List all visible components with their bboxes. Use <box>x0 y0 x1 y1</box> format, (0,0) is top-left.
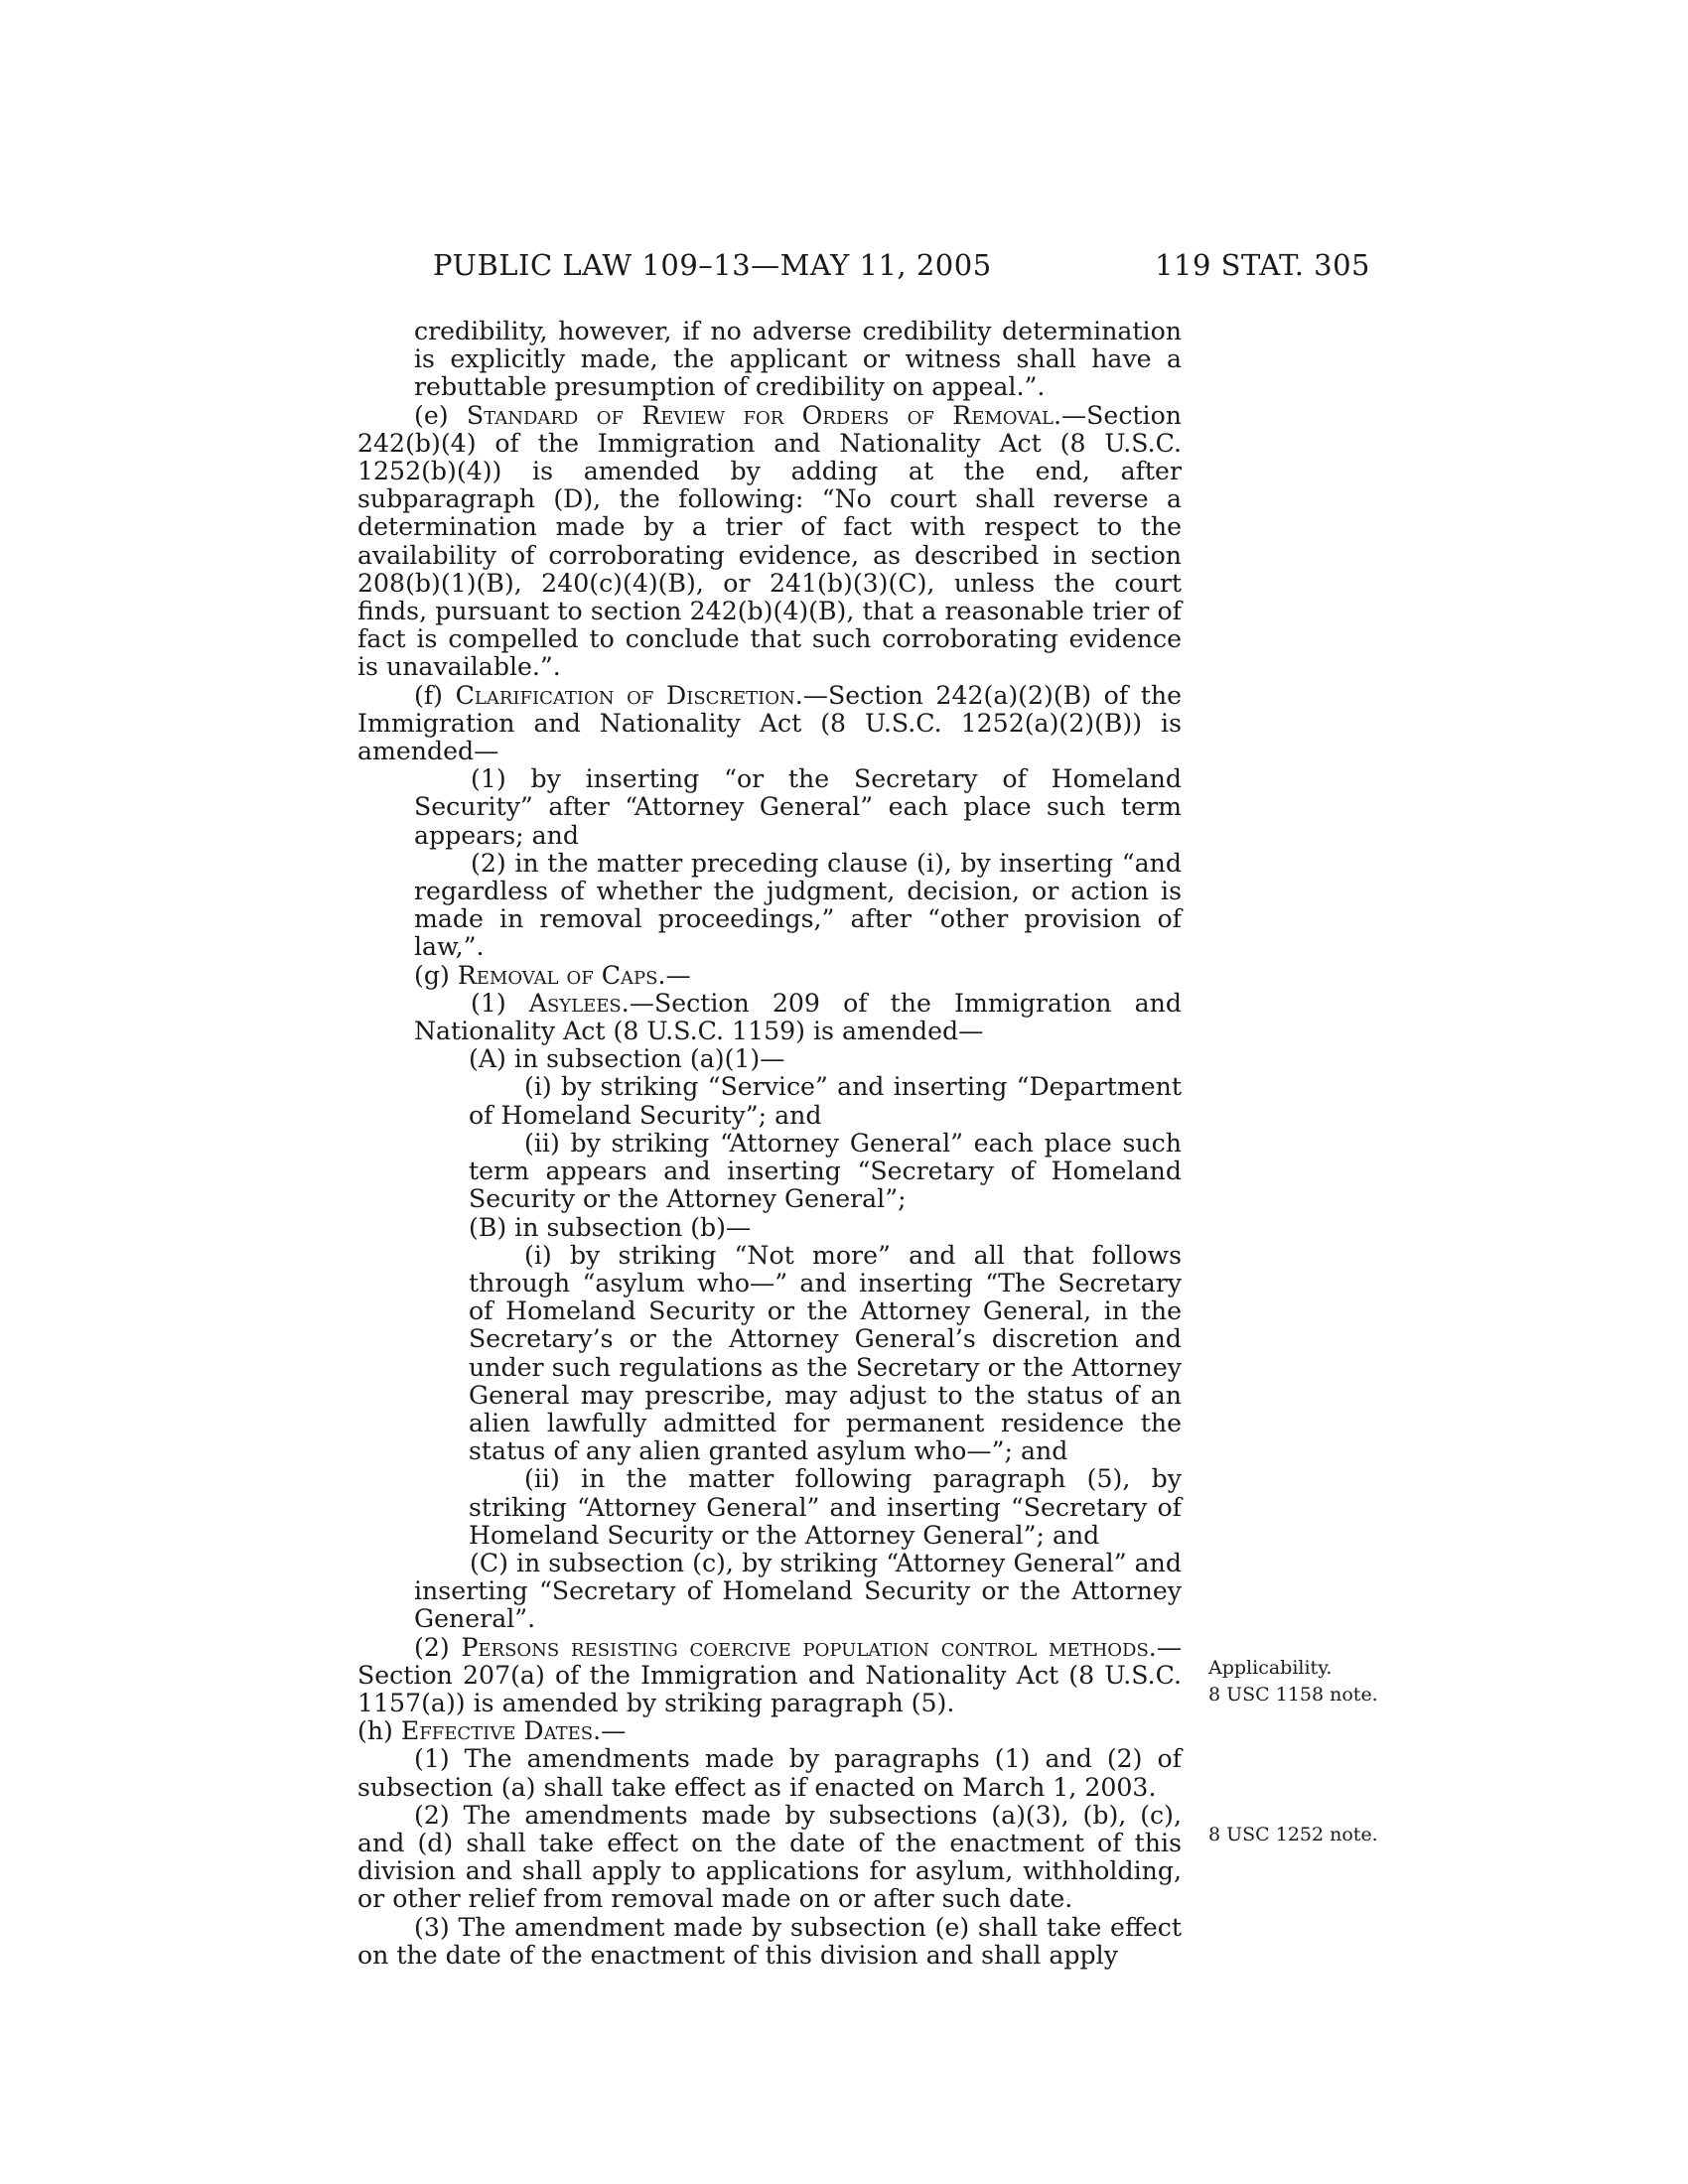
paragraph-h-1: (1) The amendments made by paragraphs (1) and (2) of subsection (a) shall take effect as if enacted on March 1, 2003. <box>357 1744 1182 1802</box>
heading-e: Standard of Review for Orders of Removal. <box>466 400 1061 430</box>
paragraph-g: (g) Removal of Caps.— <box>414 960 691 990</box>
paragraph-h-2: (2) The amendments made by subsections (a)(3), (b), (c), and (d) shall take effect on the date of the enactment of this division and shall apply to applications for asylum, withholding, or other relief from removal made on or after such date. <box>357 1800 1182 1914</box>
page-header <box>357 248 1370 288</box>
heading-f: Clarification of Discretion. <box>455 680 803 710</box>
header-stat-page: 119 STAT. 305 <box>1155 248 1370 282</box>
header-title: PUBLIC LAW 109–13—MAY 11, 2005 <box>433 248 992 282</box>
margin-note-usc-1158: 8 USC 1158 note. <box>1208 1684 1378 1706</box>
paragraph-d-end: credibility, however, if no adverse credibility determination is explicitly made, the applicant or witness shall have a rebuttable presumption of credibility on appeal.”. <box>414 317 1182 402</box>
paragraph-f: (f) Clarification of Discretion.—Section 242(a)(2)(B) of the Immigration and Nationality Act (8 U.S.C. 1252(a)(2)(B)) is amended— <box>357 680 1183 766</box>
heading-h: Effective Dates. <box>400 1716 602 1746</box>
paragraph-h: (h) Effective Dates.— <box>357 1716 627 1746</box>
paragraph-g-1-b: (B) in subsection (b)— <box>469 1212 752 1242</box>
paragraph-g-1: (1) Asylees.—Section 209 of the Immigration and Nationality Act (8 U.S.C. 1159) is amended— <box>414 988 1182 1046</box>
paragraph-g-2: (2) Persons resisting coercive population control methods.—Section 207(a) of the Immigration and Nationality Act (8 U.S.C. 1157(a)) is amended by striking paragraph (5). <box>357 1632 1182 1717</box>
paragraph-e: (e) Standard of Review for Orders of Removal.—Section 242(b)(4) of the Immigration and Nationality Act (8 U.S.C. 1252(b)(4)) is amended by adding at the end, after subparagraph (D), the following: “No court shall reverse a determination made by a trier of fact with respect to the availability of corroborating evidence, as described in section 208(b)(1)(B), 240(c)(4)(B), or 241(b)(3)(C), unless the court finds, pursuant to section 242(b)(4)(B), that a reasonable trier of fact is compelled to conclude that such corroborating evidence is unavailable.”. <box>357 400 1182 682</box>
heading-g-2: Persons resisting coercive population control methods. <box>461 1632 1157 1662</box>
paragraph-g-1-b-i: (i) by striking “Not more” and all that follows through “asylum who—” and inserting “The Secretary of Homeland Security or the Attorney General, in the Secretary’s or the Attorney General’s discretion and under such regulations as the Secretary or the Attorney General may prescribe, may adjust to the status of an alien lawfully admitted for permanent residence the status of any alien granted asylum who—”; and <box>469 1240 1182 1466</box>
paragraph-g-1-a-ii: (ii) by striking “Attorney General” each place such term appears and inserting “Secretary of Homeland Security or the Attorney General”; <box>469 1128 1182 1214</box>
paragraph-h-3: (3) The amendment made by subsection (e) shall take effect on the date of the enactment of this division and shall apply <box>357 1912 1182 1970</box>
paragraph-f-2: (2) in the matter preceding clause (i), by inserting “and regardless of whether the judgment, decision, or action is made in removal proceedings,” after “other provision of law,”. <box>414 848 1182 962</box>
paragraph-g-1-a: (A) in subsection (a)(1)— <box>469 1044 785 1074</box>
margin-note-applicability: Applicability. <box>1208 1657 1333 1679</box>
margin-note-usc-1252: 8 USC 1252 note. <box>1208 1824 1378 1845</box>
heading-g-1: Asylees. <box>528 988 630 1018</box>
paragraph-g-1-c: (C) in subsection (c), by striking “Attorney General” and inserting “Secretary of Homeland Security or the Attorney General”. <box>414 1548 1182 1634</box>
paragraph-f-1: (1) by inserting “or the Secretary of Homeland Security” after “Attorney General” each place such term appears; and <box>414 764 1182 850</box>
paragraph-g-1-a-i: (i) by striking “Service” and inserting “Department of Homeland Security”; and <box>469 1072 1182 1130</box>
document-body <box>357 318 1182 1970</box>
paragraph-g-1-b-ii: (ii) in the matter following paragraph (5), by striking “Attorney General” and inserting “Secretary of Homeland Security or the Attorney General”; and <box>469 1464 1182 1550</box>
heading-g: Removal of Caps. <box>457 960 666 990</box>
